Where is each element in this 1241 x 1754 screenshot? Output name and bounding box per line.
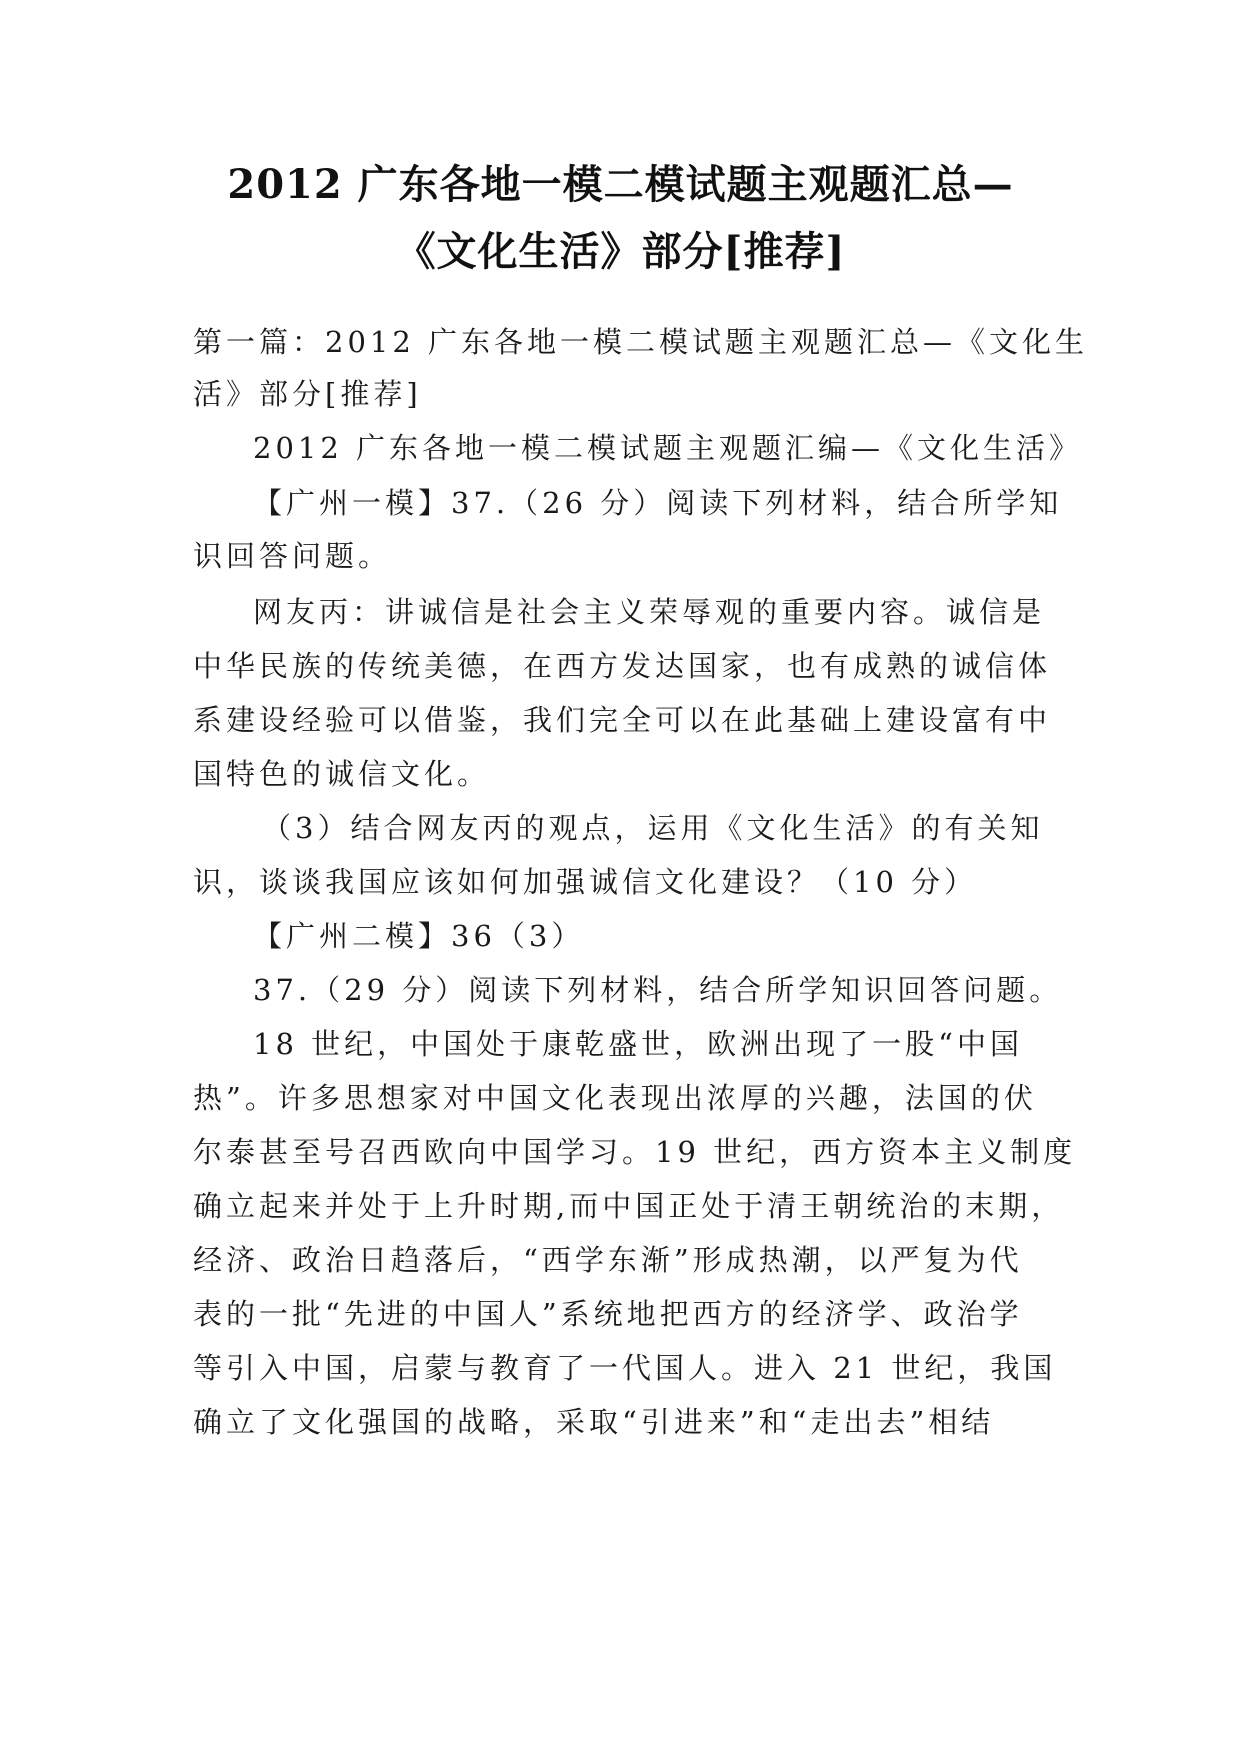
body-line-8: 系建设经验可以借鉴，我们完全可以在此基础上建设富有中 — [193, 703, 1052, 737]
body-line-18: 经济、政治日趋落后，“西学东渐”形成热潮，以严复为代 — [193, 1243, 1023, 1277]
body-line-6: 网友丙：讲诚信是社会主义荣辱观的重要内容。诚信是 — [253, 595, 1046, 629]
body-line-11: 识，谈谈我国应该如何加强诚信文化建设？（10 分） — [193, 865, 978, 899]
body-line-13: 37.（29 分）阅读下列材料，结合所学知识回答问题。 — [253, 973, 1063, 1007]
body-line-10: （3）结合网友丙的观点，运用《文化生活》的有关知 — [262, 811, 1044, 845]
body-line-19: 表的一批“先进的中国人”系统地把西方的经济学、政治学 — [193, 1297, 1023, 1331]
body-line-2: 活》部分[推荐] — [193, 377, 422, 411]
body-line-20: 等引入中国，启蒙与教育了一代国人。进入 21 世纪，我国 — [193, 1351, 1057, 1385]
body-line-7: 中华民族的传统美德，在西方发达国家，也有成熟的诚信体 — [193, 649, 1052, 683]
body-line-5: 识回答问题。 — [193, 539, 392, 573]
body-line-1: 第一篇：2012 广东各地一模二模试题主观题汇总—《文化生 — [193, 325, 1089, 359]
document-title-line-1: 2012 广东各地一模二模试题主观题汇总— — [227, 161, 1014, 208]
body-line-21: 确立了文化强国的战略，采取“引进来”和“走出去”相结 — [193, 1405, 995, 1439]
body-line-16: 尔泰甚至号召西欧向中国学习。19 世纪，西方资本主义制度 — [193, 1135, 1077, 1169]
body-line-3: 2012 广东各地一模二模试题主观题汇编—《文化生活》 — [253, 431, 1083, 465]
body-line-14: 18 世纪，中国处于康乾盛世，欧洲出现了一股“中国 — [253, 1027, 1023, 1061]
body-line-9: 国特色的诚信文化。 — [193, 757, 491, 791]
body-line-4: 【广州一模】37.（26 分）阅读下列材料，结合所学知 — [253, 486, 1063, 520]
body-line-15: 热”。许多思想家对中国文化表现出浓厚的兴趣，法国的伏 — [193, 1081, 1037, 1115]
document-title-line-2: 《文化生活》部分[推荐] — [395, 228, 846, 275]
body-line-12: 【广州二模】36（3） — [253, 919, 585, 953]
body-line-17: 确立起来并处于上升时期,而中国正处于清王朝统治的末期， — [193, 1189, 1065, 1223]
